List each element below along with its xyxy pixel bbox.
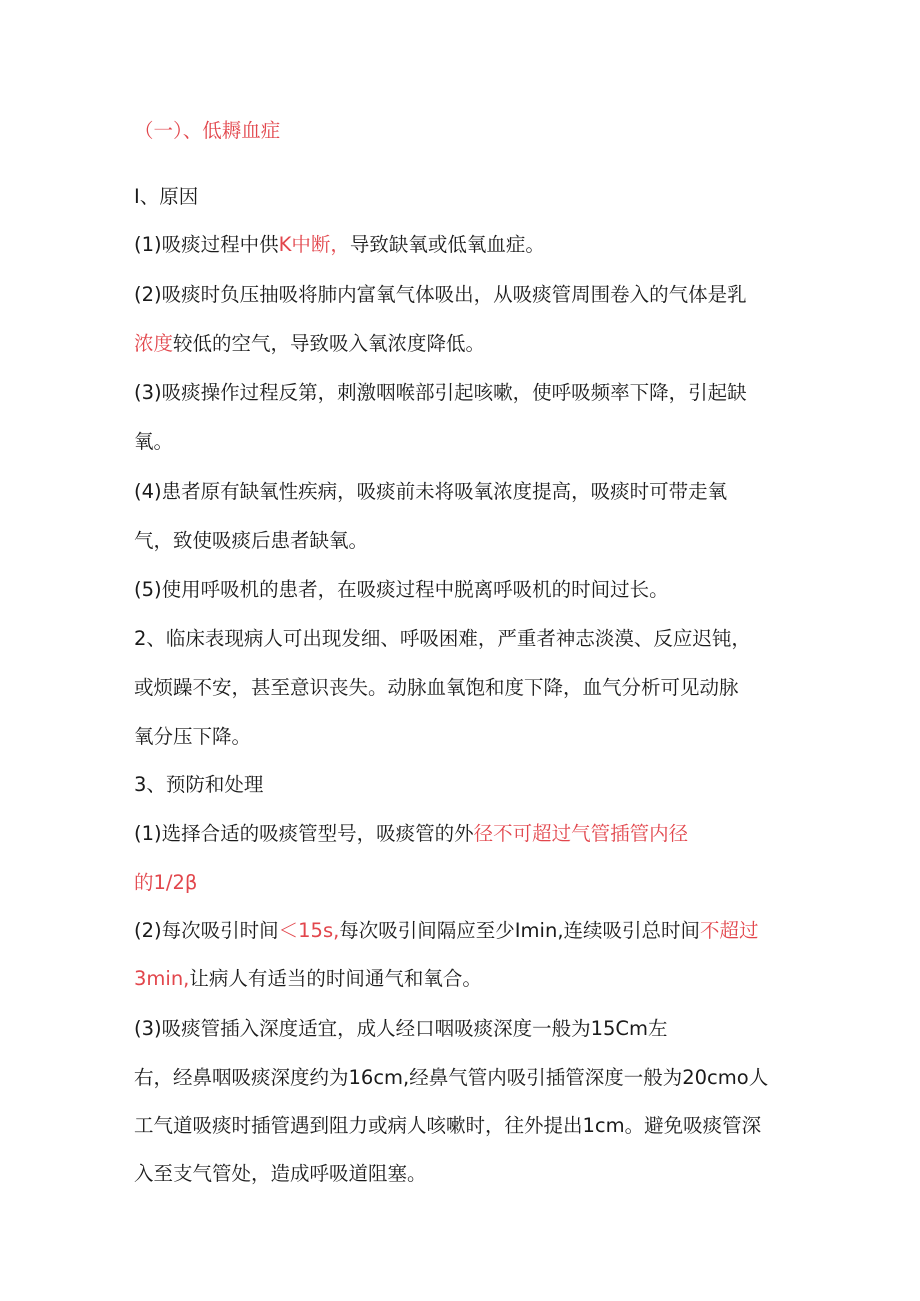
prevent-3-line-4: 入至支气管处，造成呼吸道阻塞。	[134, 1162, 427, 1185]
cause-1-text-after: 导致缺氧或低氧血症。	[349, 233, 545, 256]
prevent-3-line-3: 工气道吸痰时插管遇到阻力或病人咳嗽时，往外提出1cm。避免吸痰管深	[134, 1114, 762, 1137]
cause-2-line-1: (2)吸痰时负压抽吸将肺内富氧气体吸出，从吸痰管周围卷入的气体是乳	[134, 283, 747, 306]
prevent-2-highlight-duration: 3min,	[134, 967, 190, 990]
cause-1	[134, 232, 545, 258]
prevent-2-text-middle: 每次吸引间隔应至少Imin,连续吸引总时间	[339, 919, 701, 942]
prevent-1-text: (1)选择合适的吸痰管型号，吸痰管的外	[134, 822, 474, 845]
clinical-line-1: 2、临床表现病人可出现发细、呼吸困难，严重者神志淡漠、反应迟钝，	[134, 627, 751, 650]
cause-2-highlight: 浓度	[134, 332, 174, 355]
prevent-1-line-1	[134, 821, 688, 847]
cause-4-line-1: (4)患者原有缺氧性疾病，吸痰前未将吸氧浓度提高，吸痰时可带走氧	[134, 480, 728, 503]
prevent-2-line-1	[134, 918, 759, 944]
cause-1-highlight: K中断，	[278, 233, 350, 256]
clinical-line-2: 或烦躁不安，甚至意识丧失。动脉血氧饱和度下降，血气分析可见动脉	[134, 676, 739, 699]
cause-2-text-after: 较低的空气，导致吸入氧浓度降低。	[173, 332, 486, 355]
cause-3-line-1: (3)吸痰操作过程反第，刺激咽喉部引起咳嗽，使呼吸频率下降，引起缺	[134, 381, 747, 404]
clinical-line-3: 氧分压下降。	[134, 725, 252, 748]
prevent-2-highlight-limit: 不超过	[700, 919, 759, 942]
cause-5: (5)使用呼吸机的患者，在吸痰过程中脱离呼吸机的时间过长。	[134, 578, 669, 601]
prevention-section-title: 3、预防和处理	[134, 773, 264, 796]
cause-2-line-2	[134, 331, 485, 357]
prevent-3-line-1: (3)吸痰管插入深度适宜，成人经口咽吸痰深度一般为15Cm左	[134, 1017, 668, 1040]
cause-3-line-2: 氧。	[134, 430, 174, 453]
cause-4-line-2: 气，致使吸痰后患者缺氧。	[134, 529, 369, 552]
prevent-2-line-2	[134, 966, 482, 992]
prevent-2-highlight-time: ＜15s,	[278, 919, 340, 942]
prevent-1-highlight: 径不可超过气管插管内径	[473, 822, 689, 845]
prevent-1-line-2: 的1/2β	[134, 871, 198, 894]
cause-section-title: I、原因	[134, 185, 199, 208]
prevent-3-line-2: 右，经鼻咽吸痰深度约为16cm,经鼻气管内吸引插管深度一般为20cmo人	[134, 1066, 769, 1089]
section-heading: （一）、低耨血症	[134, 119, 281, 142]
cause-1-text: (1)吸痰过程中供	[134, 233, 279, 256]
prevent-2-text-after: 让病人有适当的时间通气和氧合。	[189, 967, 482, 990]
prevent-2-text: (2)每次吸引时间	[134, 919, 279, 942]
